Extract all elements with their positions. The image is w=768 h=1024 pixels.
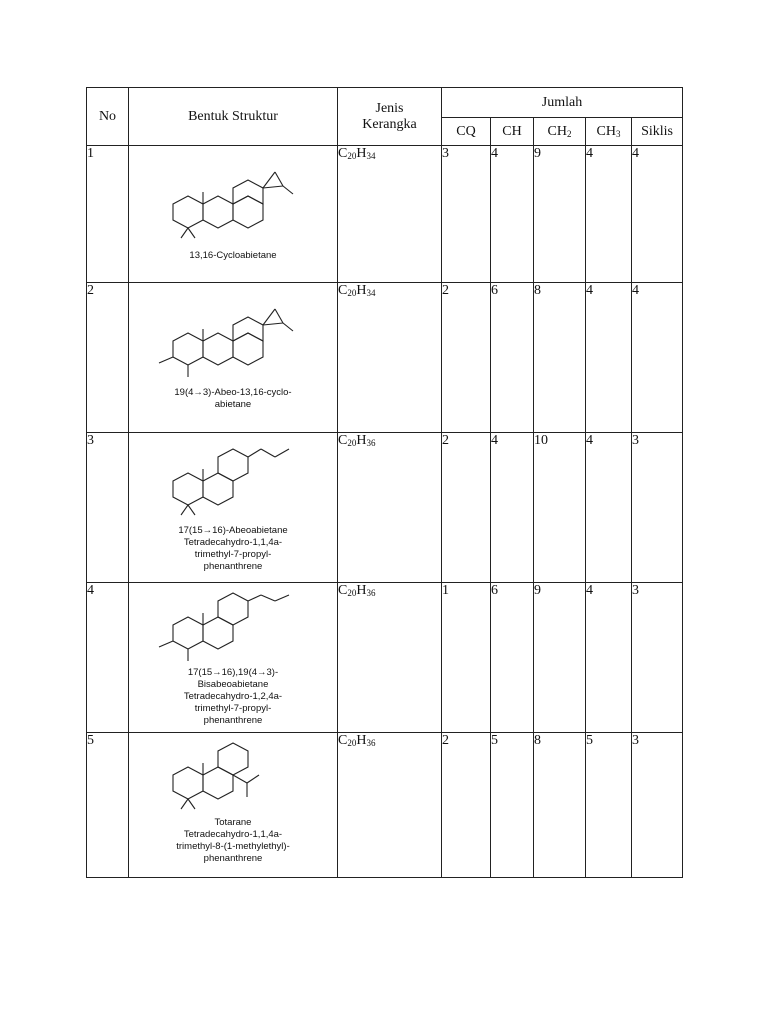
caption-line: trimethyl-7-propyl- bbox=[194, 703, 272, 714]
formula-h: 34 bbox=[366, 288, 376, 298]
molecule-diagram bbox=[143, 439, 323, 523]
header-skeleton bbox=[338, 88, 442, 146]
formula-h: 36 bbox=[366, 588, 376, 598]
ch-cell: 5 bbox=[491, 733, 534, 878]
ch2-cell: 8 bbox=[534, 283, 586, 433]
caption-line: Tetradecahydro-1,1,4a- bbox=[183, 829, 283, 840]
molecule-diagram bbox=[143, 589, 323, 665]
header-ch3-base: CH bbox=[596, 123, 616, 139]
row-no: 2 bbox=[87, 283, 129, 433]
caption-line: 19(4→3)-Abeo-13,16-cyclo- bbox=[174, 387, 292, 398]
header-skeleton-line1: Jenis bbox=[375, 100, 404, 116]
header-count: Jumlah bbox=[442, 88, 683, 118]
ch3-cell: 4 bbox=[586, 283, 632, 433]
structure-caption bbox=[129, 667, 337, 727]
caption-line: Tetradecahydro-1,1,4a- bbox=[183, 537, 283, 548]
cq-cell: 2 bbox=[442, 733, 491, 878]
header-ch3-sub: 3 bbox=[615, 128, 621, 139]
ch3-cell: 5 bbox=[586, 733, 632, 878]
formula-c: 20 bbox=[347, 151, 357, 161]
ch3-cell: 4 bbox=[586, 583, 632, 733]
row-no: 1 bbox=[87, 146, 129, 283]
cq-cell: 2 bbox=[442, 283, 491, 433]
ch-cell: 4 bbox=[491, 433, 534, 583]
header-ch2-base: CH bbox=[547, 123, 567, 139]
caption-line: abietane bbox=[214, 399, 252, 410]
cq-cell: 3 bbox=[442, 146, 491, 283]
ch-cell: 6 bbox=[491, 583, 534, 733]
caption-line: trimethyl-8-(1-methylethyl)- bbox=[176, 841, 290, 852]
formula-cell: $C_{20}H_{34}$ bbox=[338, 146, 442, 283]
formula-cell: $C_{20}H_{36}$ bbox=[338, 583, 442, 733]
structure-cell bbox=[129, 433, 338, 583]
table-row bbox=[87, 433, 683, 583]
header-no: No bbox=[87, 88, 129, 146]
row-no: 4 bbox=[87, 583, 129, 733]
cyclic-cell: 3 bbox=[632, 433, 683, 583]
formula-h: 34 bbox=[366, 151, 376, 161]
structure-caption bbox=[129, 387, 337, 411]
header-ch2 bbox=[534, 118, 586, 146]
header-ch3 bbox=[586, 118, 632, 146]
structure-cell bbox=[129, 733, 338, 878]
caption-line: phenanthrene bbox=[203, 853, 263, 864]
structure-table bbox=[86, 87, 683, 878]
ch2-cell: 10 bbox=[534, 433, 586, 583]
header-skeleton-line2: Kerangka bbox=[362, 116, 417, 132]
molecule-diagram bbox=[143, 739, 323, 815]
table-row bbox=[87, 583, 683, 733]
caption-line: 17(15→16)-Abeoabietane bbox=[178, 525, 288, 536]
caption-line: phenanthrene bbox=[203, 715, 263, 726]
caption-line: 13,16-Cycloabietane bbox=[189, 250, 277, 261]
ch3-cell: 4 bbox=[586, 146, 632, 283]
caption-line: Bisabeoabietane bbox=[197, 679, 269, 690]
cyclic-cell: 4 bbox=[632, 146, 683, 283]
cyclic-cell: 3 bbox=[632, 583, 683, 733]
row-no: 5 bbox=[87, 733, 129, 878]
header-cyclic: Siklis bbox=[632, 118, 683, 146]
ch3-cell: 4 bbox=[586, 433, 632, 583]
header-structure: Bentuk Struktur bbox=[129, 88, 338, 146]
ch2-cell: 8 bbox=[534, 733, 586, 878]
cyclic-cell: 3 bbox=[632, 733, 683, 878]
formula-c: 20 bbox=[347, 288, 357, 298]
ch-cell: 4 bbox=[491, 146, 534, 283]
ch2-cell: 9 bbox=[534, 146, 586, 283]
formula-c: 20 bbox=[347, 738, 357, 748]
table-row bbox=[87, 146, 683, 283]
formula-cell: $C_{20}H_{34}$ bbox=[338, 283, 442, 433]
structure-cell bbox=[129, 583, 338, 733]
row-no: 3 bbox=[87, 433, 129, 583]
molecule-diagram bbox=[143, 152, 323, 248]
caption-line: trimethyl-7-propyl- bbox=[194, 549, 272, 560]
cq-cell: 1 bbox=[442, 583, 491, 733]
cyclic-cell: 4 bbox=[632, 283, 683, 433]
structure-cell bbox=[129, 146, 338, 283]
cq-cell: 2 bbox=[442, 433, 491, 583]
caption-line: Totarane bbox=[214, 817, 252, 828]
ch2-cell: 9 bbox=[534, 583, 586, 733]
molecule-diagram bbox=[143, 289, 323, 385]
formula-cell: $C_{20}H_{36}$ bbox=[338, 433, 442, 583]
structure-caption bbox=[129, 250, 337, 262]
formula-h: 36 bbox=[366, 738, 376, 748]
header-ch: CH bbox=[491, 118, 534, 146]
header-cq: CQ bbox=[442, 118, 491, 146]
structure-cell bbox=[129, 283, 338, 433]
caption-line: 17(15→16),19(4→3)- bbox=[187, 667, 279, 678]
formula-cell: $C_{20}H_{36}$ bbox=[338, 733, 442, 878]
formula-h: 36 bbox=[366, 438, 376, 448]
header-ch2-sub: 2 bbox=[566, 128, 572, 139]
formula-c: 20 bbox=[347, 588, 357, 598]
formula-c: 20 bbox=[347, 438, 357, 448]
caption-line: Tetradecahydro-1,2,4a- bbox=[183, 691, 283, 702]
ch-cell: 6 bbox=[491, 283, 534, 433]
structure-caption bbox=[129, 817, 337, 865]
table-row bbox=[87, 283, 683, 433]
structure-caption bbox=[129, 525, 337, 573]
caption-line: phenanthrene bbox=[203, 561, 263, 572]
table-row bbox=[87, 733, 683, 878]
